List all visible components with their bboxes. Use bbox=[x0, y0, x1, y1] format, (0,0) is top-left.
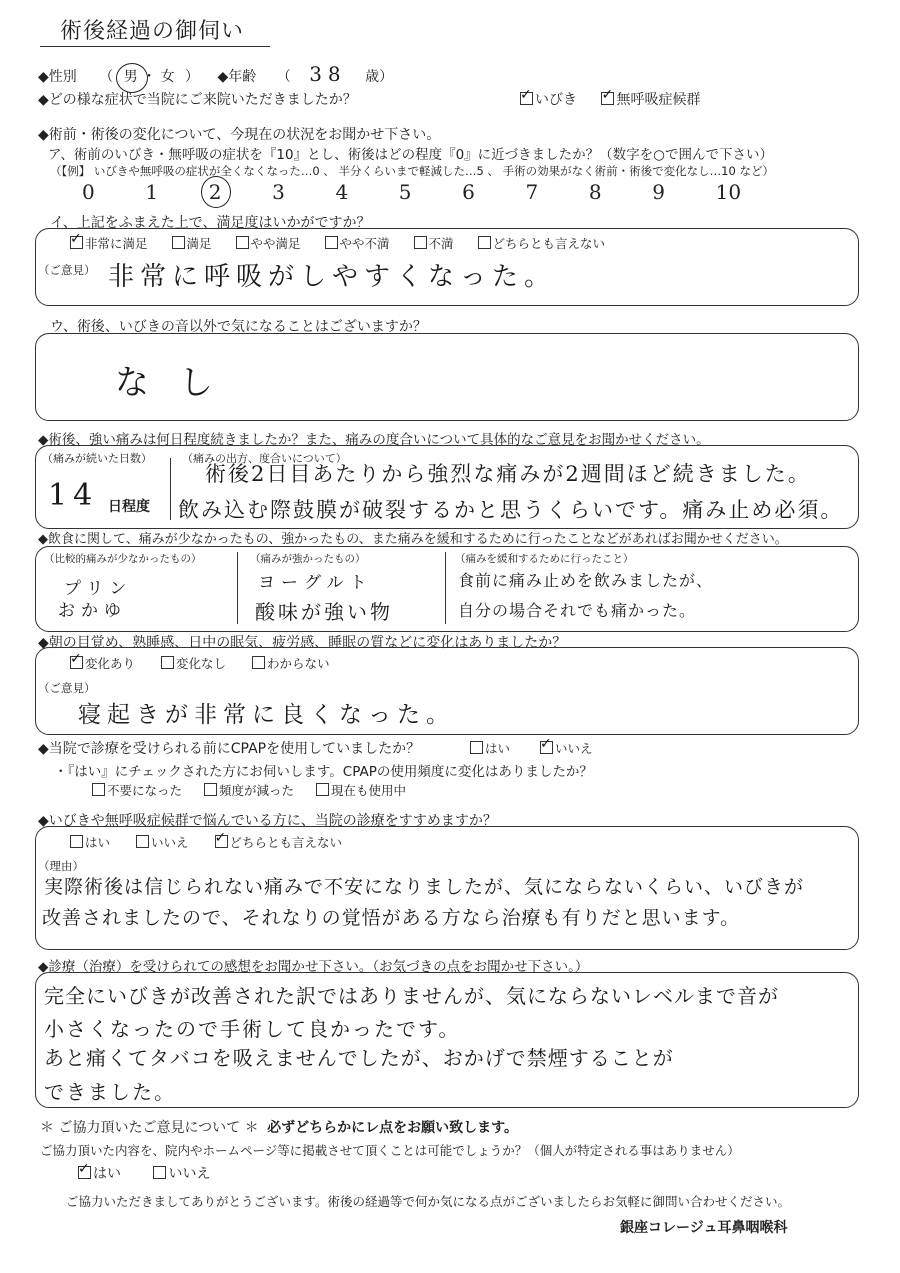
sex-female-option[interactable]: 女 bbox=[160, 69, 175, 85]
impression-line1[interactable]: 完全にいびきが改善された訳ではありませんが、気にならないレベルまで音が bbox=[44, 984, 779, 1008]
q-pain-text: ◆術後、強い痛みは何日程度続きましたか？また、痛みの度合いについて具体的なご意見をお聞かせください。 bbox=[38, 432, 710, 448]
recommend-options bbox=[70, 833, 342, 851]
sleep-unknown-checkbox[interactable] bbox=[252, 656, 265, 669]
recommend-neutral-label: どちらとも言えない bbox=[229, 835, 343, 850]
sat-somewhat-satisfied-label: やや満足 bbox=[250, 236, 301, 251]
sat-neutral-checkbox[interactable] bbox=[478, 236, 491, 249]
cpap-still-using-label: 現在も使用中 bbox=[331, 783, 407, 798]
impression-line3[interactable]: あと痛くてタバコを吸えませんでしたが、おかげで禁煙することが bbox=[44, 1046, 674, 1070]
food-col2-line1[interactable]: ヨーグルト bbox=[258, 573, 373, 593]
q-other-text: ウ、術後、いびきの音以外で気になることはございますか？ bbox=[50, 319, 427, 335]
sleep-changed-checkbox[interactable] bbox=[70, 656, 83, 669]
sat-somewhat-satisfied-checkbox[interactable] bbox=[236, 236, 249, 249]
food-divider-1 bbox=[237, 552, 238, 624]
recommend-reason-label: （理由） bbox=[38, 859, 84, 873]
food-col3-line1[interactable]: 食前に痛み止めを飲みましたが、 bbox=[458, 571, 714, 590]
cpap-unneeded-checkbox[interactable] bbox=[92, 783, 105, 796]
scale-10[interactable]: 10 bbox=[715, 180, 742, 204]
age-unit: 歳） bbox=[365, 69, 394, 85]
sleep-changed-label: 変化あり bbox=[85, 656, 136, 671]
recommend-line1[interactable]: 実際術後は信じられない痛みで不安になりましたが、気にならないくらい、いびきが bbox=[44, 876, 805, 898]
sat-very-satisfied-label: 非常に満足 bbox=[85, 236, 148, 251]
pain-detail-line2[interactable]: 飲み込む際鼓膜が破裂するかと思うくらいです。痛み止め必須。 bbox=[178, 498, 844, 522]
consent-yes-checkbox[interactable] bbox=[78, 1166, 91, 1179]
cpap-still-using-checkbox[interactable] bbox=[316, 783, 329, 796]
cpap-yes-label: はい bbox=[485, 741, 511, 756]
scale-9[interactable]: 9 bbox=[652, 180, 665, 204]
cpap-reduced-label: 頻度が減った bbox=[219, 783, 295, 798]
food-col1-label: （比較的痛みが少なかったもの） bbox=[44, 553, 202, 565]
scale-2-selected-circle bbox=[201, 176, 231, 208]
sat-very-satisfied-checkbox[interactable] bbox=[70, 236, 83, 249]
scale-4[interactable]: 4 bbox=[335, 180, 349, 204]
sat-satisfied-checkbox[interactable] bbox=[172, 236, 185, 249]
sleep-unknown-label: わからない bbox=[267, 656, 330, 671]
q-food-text: ◆飲食に関して、痛みが少なかったもの、強かったもの、また痛みを緩和するために行ったことなどがあればお聞かせください。 bbox=[38, 532, 788, 547]
recommend-neutral-checkbox[interactable] bbox=[215, 835, 228, 848]
thanks-text: ご協力いただきましてありがとうございます。術後の経過等で何か気になる点がございましたらお気軽に御問い合わせください。 bbox=[66, 1194, 791, 1209]
recommend-line2[interactable]: 改善されましたので、それなりの覚悟がある方なら治療も有りだと思います。 bbox=[42, 907, 741, 929]
q-recommend-text: ◆いびきや無呼吸症候群で悩んでいる方に、当院の診療をすすめますか？ bbox=[38, 813, 497, 829]
food-divider-2 bbox=[445, 552, 446, 624]
food-col2-line2[interactable]: 酸味が強い物 bbox=[255, 600, 393, 624]
consent-heading: ＊ ご協力頂いたご意見について ＊ bbox=[40, 1120, 259, 1136]
consent-options bbox=[78, 1163, 210, 1183]
impression-line2[interactable]: 小さくなったので手術して良かったです。 bbox=[44, 1017, 461, 1041]
sleep-unchanged-label: 変化なし bbox=[176, 656, 227, 671]
snoring-label: いびき bbox=[535, 92, 577, 108]
title-underline bbox=[40, 46, 270, 47]
consent-no-checkbox[interactable] bbox=[153, 1166, 166, 1179]
recommend-no-checkbox[interactable] bbox=[136, 835, 149, 848]
satisfaction-opinion-label: （ご意見） bbox=[38, 263, 96, 277]
food-col1-line1[interactable]: プリン bbox=[64, 579, 133, 599]
sat-somewhat-dissatisfied-checkbox[interactable] bbox=[325, 236, 338, 249]
sleep-unchanged-checkbox[interactable] bbox=[161, 656, 174, 669]
cpap-options bbox=[470, 739, 593, 757]
sex-label: ◆性別 bbox=[38, 69, 77, 85]
scale-row bbox=[82, 180, 756, 204]
sex-male-option[interactable] bbox=[124, 69, 142, 85]
pain-days-value[interactable]: 14 bbox=[48, 478, 99, 513]
sleep-answer[interactable]: 寝起きが非常に良くなった。 bbox=[78, 702, 455, 728]
snoring-checkbox[interactable] bbox=[520, 92, 533, 105]
recommend-yes-checkbox[interactable] bbox=[70, 835, 83, 848]
sex-male-label: 男 bbox=[123, 69, 138, 85]
cpap-sub-options bbox=[92, 781, 406, 799]
q-cpap-text: ◆当院で診療を受けられる前にCPAPを使用していましたか？ bbox=[38, 741, 421, 757]
scale-2[interactable] bbox=[209, 180, 266, 204]
sex-row bbox=[38, 62, 393, 86]
pain-days-label: （痛みが続いた日数） bbox=[42, 452, 152, 465]
food-col2-label: （痛みが強かったもの） bbox=[250, 553, 366, 565]
sex-paren-open: （ bbox=[99, 69, 114, 85]
satisfaction-answer[interactable]: 非常に呼吸がしやすくなった。 bbox=[108, 262, 557, 292]
q-symptoms-text: ◆どの様な症状で当院にご来院いただきましたか？ bbox=[38, 92, 357, 108]
scale-3[interactable]: 3 bbox=[272, 180, 285, 204]
other-answer[interactable]: なし bbox=[115, 363, 243, 403]
cpap-reduced-checkbox[interactable] bbox=[204, 783, 217, 796]
consent-no-label: いいえ bbox=[168, 1166, 211, 1182]
apnea-checkbox[interactable] bbox=[601, 92, 614, 105]
sat-dissatisfied-checkbox[interactable] bbox=[414, 236, 427, 249]
recommend-no-label: いいえ bbox=[151, 835, 189, 850]
sat-satisfied-label: 満足 bbox=[186, 236, 212, 251]
scale-0[interactable]: 0 bbox=[82, 180, 95, 204]
recommend-yes-label: はい bbox=[85, 835, 111, 850]
pain-days-unit: 日程度 bbox=[108, 499, 150, 515]
scale-1[interactable]: 1 bbox=[145, 180, 159, 204]
sleep-opinion-label: （ご意見） bbox=[38, 681, 96, 695]
sex-dot: ・ bbox=[142, 69, 157, 85]
scale-8[interactable]: 8 bbox=[588, 180, 602, 204]
food-col1-line2[interactable]: おかゆ bbox=[58, 601, 127, 621]
sat-dissatisfied-label: 不満 bbox=[428, 236, 454, 251]
satisfaction-options bbox=[70, 234, 605, 252]
q-satisfaction-text: イ、上記をふまえた上で、満足度はいかがですか？ bbox=[50, 215, 371, 231]
age-label: ◆年齢 bbox=[217, 69, 257, 85]
cpap-no-label: いいえ bbox=[555, 741, 593, 756]
scale-6[interactable]: 6 bbox=[462, 180, 475, 204]
sat-somewhat-dissatisfied-label: やや不満 bbox=[339, 236, 390, 251]
cpap-unneeded-label: 不要になった bbox=[107, 783, 183, 798]
sleep-options bbox=[70, 654, 330, 672]
q-cpap-sub: ・『はい』にチェックされた方にお伺いします。CPAPの使用頻度に変化はありましたか？ bbox=[54, 764, 593, 780]
pain-divider bbox=[170, 458, 171, 520]
q-change-text: ◆術前・術後の変化について、今現在の状況をお聞かせ下さい。 bbox=[38, 127, 441, 143]
consent-question: ご協力頂いた内容を、院内やホームページ等に掲載させて頂くことは可能でしょうか？（個人が特定される事はありません） bbox=[40, 1143, 740, 1158]
sat-neutral-label: どちらとも言えない bbox=[492, 236, 606, 251]
sex-paren-close: ） bbox=[185, 69, 200, 85]
scale-5[interactable]: 5 bbox=[398, 180, 412, 204]
food-col3-line2[interactable]: 自分の場合それでも痛かった。 bbox=[458, 601, 697, 620]
q-change-sub: ア、術前のいびき・無呼吸の症状を『10』とし、術後はどの程度『0』に近づきましたか？（数字を○で囲んで下さい） bbox=[48, 147, 773, 163]
symptom-options bbox=[520, 89, 700, 109]
clinic-name: 銀座コレージュ耳鼻咽喉科 bbox=[620, 1220, 788, 1236]
consent-must: 必ずどちらかにレ点をお願い致します。 bbox=[267, 1120, 518, 1136]
consent-yes-label: はい bbox=[93, 1166, 121, 1182]
cpap-no-checkbox[interactable] bbox=[540, 741, 553, 754]
age-paren-open: （ bbox=[276, 69, 291, 85]
scale-2-label: 2 bbox=[208, 180, 222, 204]
age-value[interactable]: 38 bbox=[309, 62, 347, 86]
pain-detail-line1[interactable]: 術後2日目あたりから強烈な痛みが2週間ほど続きました。 bbox=[205, 462, 811, 486]
q-change-example: （【例】 いびきや無呼吸の症状が全くなくなった…0 、 半分くらいまで軽減した…5 、 手術の効果がなく術前・術後で変化なし…10 など） bbox=[50, 164, 774, 178]
apnea-label: 無呼吸症候群 bbox=[616, 92, 701, 108]
page-title: 術後経過の御伺い bbox=[60, 19, 245, 44]
pain-detail-label: （痛みの出方、度合いについて） bbox=[182, 452, 347, 465]
cpap-yes-checkbox[interactable] bbox=[470, 741, 483, 754]
food-col3-label: （痛みを緩和するために行ったこと） bbox=[455, 553, 634, 565]
consent-heading-row bbox=[40, 1117, 518, 1137]
impression-line4[interactable]: できました。 bbox=[44, 1080, 176, 1104]
scale-7[interactable]: 7 bbox=[525, 180, 539, 204]
q-impression-text: ◆診療（治療）を受けられての感想をお聞かせ下さい。（お気づきの点をお聞かせ下さい。） bbox=[38, 959, 589, 975]
q-sleep-text: ◆朝の目覚め、熟睡感、日中の眠気、疲労感、睡眠の質などに変化はありましたか？ bbox=[38, 635, 567, 651]
